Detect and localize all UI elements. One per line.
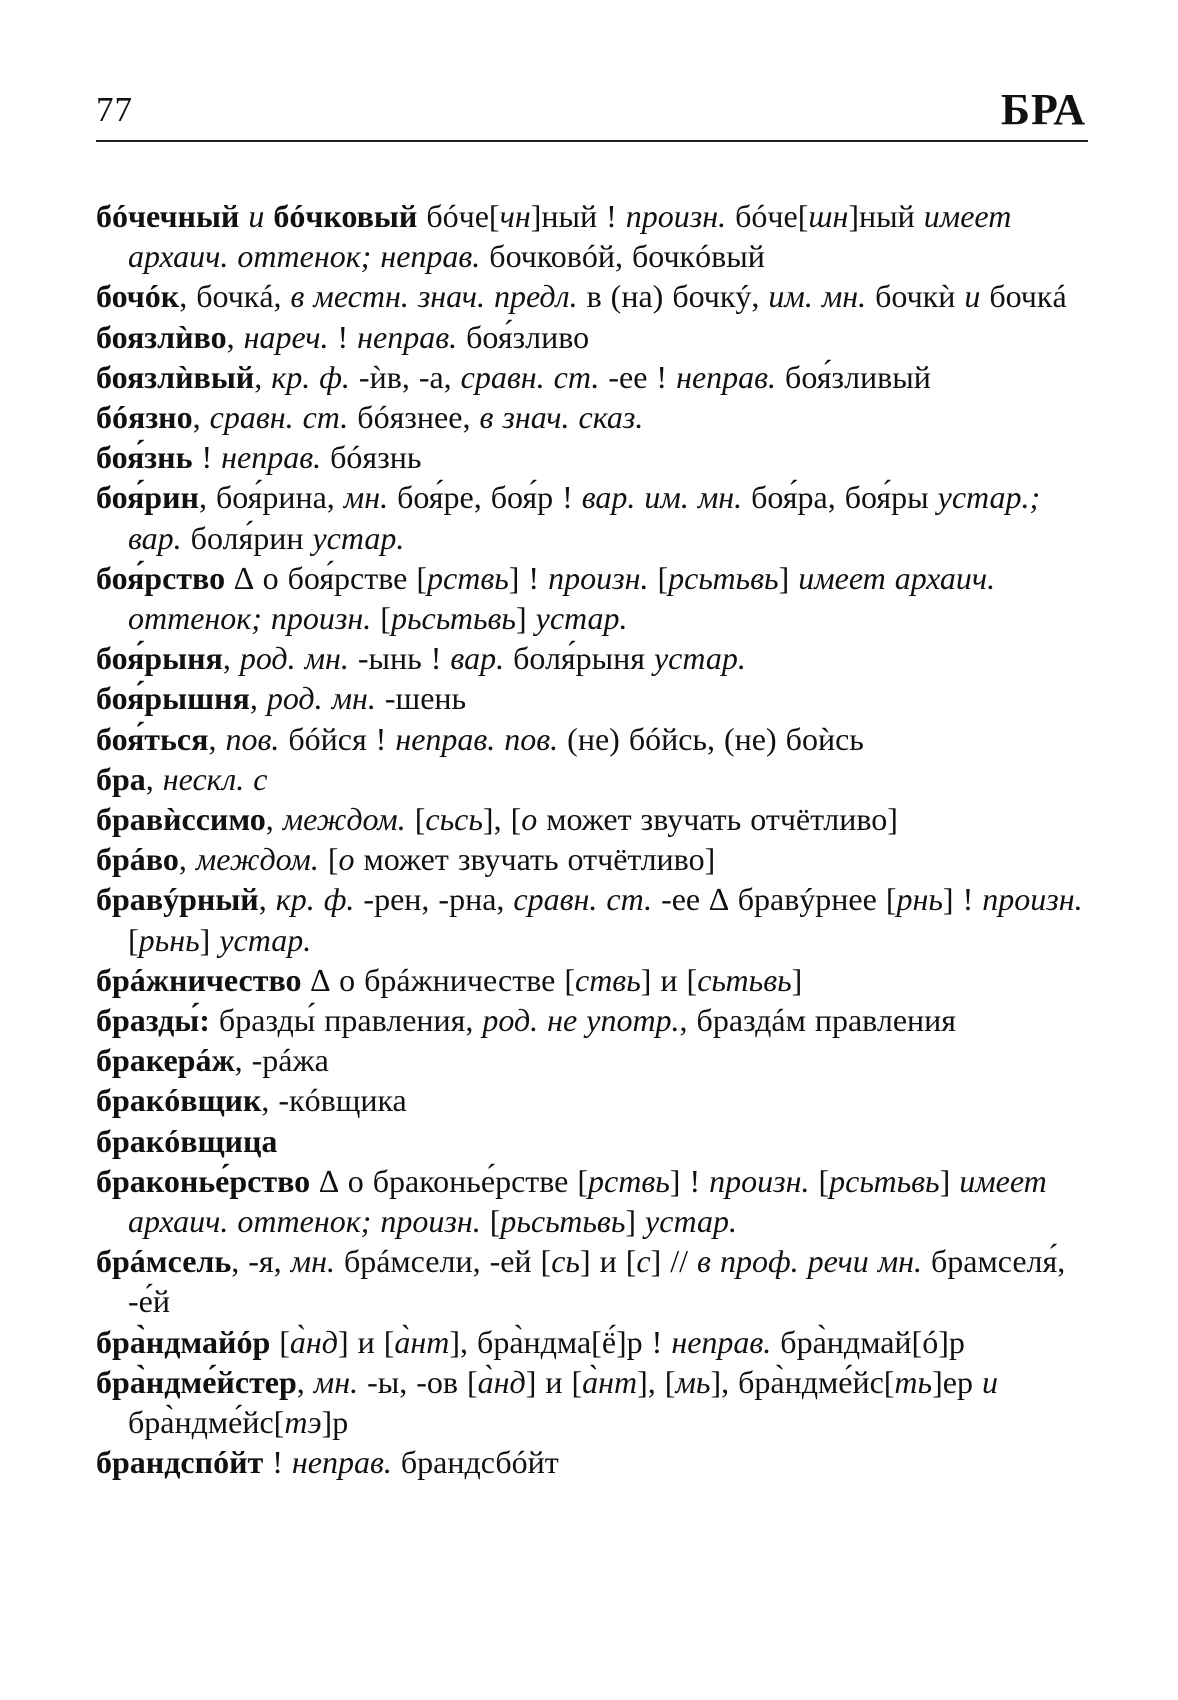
italic-label: неправ. bbox=[221, 439, 322, 476]
page-header bbox=[96, 84, 1086, 140]
entry-text: ∆ о боя́рстве [ bbox=[225, 559, 427, 596]
dictionary-entry bbox=[96, 1121, 1090, 1161]
dictionary-entry bbox=[96, 678, 1090, 718]
italic-label: устар. bbox=[312, 519, 405, 556]
italic-label: о bbox=[338, 841, 355, 878]
entry-text: боля́рин bbox=[181, 519, 313, 556]
entry-text: [ bbox=[128, 921, 139, 958]
entry-text: ]ер bbox=[932, 1363, 982, 1400]
entry-text: ], бра̀ндма[ё́]р ! bbox=[449, 1323, 672, 1360]
entry-text: боя́ра, боя́ры bbox=[742, 479, 938, 516]
entry-text: ] bbox=[778, 559, 799, 596]
entry-text: ∆ о браконье́рстве [ bbox=[310, 1162, 589, 1199]
entry-text: бóйся ! bbox=[279, 720, 396, 757]
entry-text: ]ный bbox=[848, 198, 924, 234]
italic-label: мн. bbox=[313, 1363, 359, 1400]
italic-label: неправ. пов. bbox=[395, 720, 559, 757]
italic-label: ть bbox=[894, 1363, 933, 1400]
italic-label: род. не употр. bbox=[482, 1002, 680, 1039]
italic-label: произн. bbox=[982, 881, 1083, 918]
entry-headword: бравѝссимо bbox=[96, 801, 266, 838]
entry-text: боя́зливо bbox=[457, 318, 590, 355]
entry-text: ]ный ! bbox=[530, 198, 626, 234]
italic-label: в местн. знач. предл. bbox=[290, 278, 578, 315]
italic-label: произн. bbox=[625, 198, 727, 234]
entry-headword: боязлѝво bbox=[96, 318, 227, 355]
entry-text: -рен, -рна, bbox=[354, 881, 514, 918]
entry-text: может звучать отчётливо] bbox=[537, 801, 898, 838]
dictionary-entry bbox=[96, 196, 1090, 276]
entry-text: бразды́ правления, bbox=[209, 1002, 483, 1039]
entry-text: ] ! bbox=[669, 1162, 710, 1199]
entry-text: ! bbox=[328, 318, 358, 355]
entry-text: бóче[ bbox=[726, 198, 809, 234]
italic-label: имеет архаич. оттенок; произн. bbox=[128, 1162, 1047, 1240]
italic-label: междом. bbox=[195, 841, 319, 878]
italic-label: мь bbox=[675, 1363, 711, 1400]
entry-headword: браконье́рство bbox=[96, 1162, 311, 1199]
entry-text bbox=[239, 198, 248, 234]
italic-label: и bbox=[964, 278, 981, 315]
entry-text: -ее ! bbox=[599, 358, 677, 395]
italic-label: рствь bbox=[427, 559, 509, 596]
italic-label: сравн. ст. bbox=[460, 358, 600, 395]
italic-label: им. мн. bbox=[768, 278, 867, 315]
dictionary-entry bbox=[96, 558, 1090, 638]
italic-label: нареч. bbox=[243, 318, 329, 355]
dictionary-entry bbox=[96, 1080, 1090, 1120]
entry-text: , боя́рина, bbox=[198, 479, 344, 516]
entry-text: -ѝв, -а, bbox=[349, 358, 461, 395]
entry-text: , браздáм правления bbox=[679, 1002, 956, 1039]
italic-label: рсьтьвь bbox=[668, 559, 779, 596]
italic-label: вар. им. мн. bbox=[581, 479, 743, 516]
entry-text: , -кóвщика bbox=[261, 1082, 407, 1119]
entry-text: (не) бóйсь, (не) боѝсь bbox=[558, 720, 864, 757]
italic-label: сравн. ст. bbox=[513, 881, 653, 918]
dictionary-entry bbox=[96, 1000, 1090, 1040]
entry-text: бочкѝ bbox=[866, 278, 965, 315]
entry-headword: боя́рышня bbox=[96, 680, 250, 717]
entry-text: может звучать отчётливо] bbox=[354, 841, 716, 878]
entry-headword: бра bbox=[96, 760, 146, 797]
italic-label: тэ bbox=[284, 1404, 322, 1441]
entry-text: бóязнь bbox=[321, 439, 422, 476]
entry-text: ] ! bbox=[942, 881, 983, 918]
dictionary-entry bbox=[96, 879, 1090, 959]
dictionary-entry bbox=[96, 1322, 1090, 1362]
dictionary-entry bbox=[96, 1362, 1090, 1442]
italic-label: и bbox=[981, 1363, 998, 1400]
entry-text: ] bbox=[199, 921, 220, 958]
entry-text: , bbox=[296, 1363, 314, 1400]
entry-text: , bbox=[222, 640, 240, 677]
italic-label: неправ. bbox=[676, 358, 777, 395]
italic-label: междом. bbox=[282, 801, 406, 838]
entry-text: ]р bbox=[321, 1404, 349, 1441]
entry-text: ] // bbox=[650, 1243, 698, 1280]
entry-headword: боя́ться bbox=[96, 720, 209, 757]
italic-label: произн. bbox=[709, 1162, 810, 1199]
entry-text: ∆ о брáжничестве [ bbox=[301, 961, 575, 998]
entry-text: [ bbox=[371, 600, 391, 637]
italic-label: сравн. ст. bbox=[209, 399, 349, 436]
entry-text: боля́рыня bbox=[504, 640, 654, 677]
dictionary-entry bbox=[96, 357, 1090, 397]
entry-text: бóязнее, bbox=[348, 399, 480, 436]
entry-text: ] bbox=[515, 600, 536, 637]
dictionary-entry bbox=[96, 276, 1090, 316]
entry-headword: бракóвщик bbox=[96, 1082, 262, 1119]
entry-text: -ее ∆ бравýрнее [ bbox=[652, 881, 897, 918]
entry-text: боя́зливый bbox=[776, 358, 931, 395]
entry-text: , бочкá, bbox=[179, 278, 291, 315]
entry-text: ], [ bbox=[482, 801, 522, 838]
entry-text: , bbox=[178, 841, 196, 878]
entry-text: бóче[ bbox=[417, 198, 500, 234]
italic-label: и bbox=[248, 198, 265, 234]
entry-text: [ bbox=[648, 559, 669, 596]
entry-text: , bbox=[249, 680, 267, 717]
entry-headword: брáжничество bbox=[96, 961, 302, 998]
entry-text: [ bbox=[270, 1323, 290, 1360]
entry-text: , -рáжа bbox=[234, 1042, 329, 1079]
italic-label: о bbox=[521, 801, 538, 838]
italic-label: неправ. bbox=[671, 1323, 772, 1360]
entry-headword: бóязно bbox=[96, 399, 193, 436]
italic-label: пов. bbox=[225, 720, 280, 757]
italic-label: сь bbox=[551, 1243, 580, 1280]
entry-text bbox=[264, 198, 273, 234]
italic-label: устар.; вар. bbox=[128, 479, 1041, 556]
entry-text: , bbox=[254, 358, 272, 395]
italic-label: ствь bbox=[574, 961, 641, 998]
italic-label: чн bbox=[499, 198, 531, 234]
italic-label: сьтьвь bbox=[697, 961, 792, 998]
entry-headword: боя́рство bbox=[96, 559, 226, 596]
dictionary-entry bbox=[96, 477, 1090, 557]
entry-headword: бракóвщица bbox=[96, 1122, 278, 1159]
entry-text: -ынь ! bbox=[348, 640, 451, 677]
entry-headword: боя́рыня bbox=[96, 640, 223, 677]
entry-text: -шень bbox=[375, 680, 467, 717]
italic-label: шн bbox=[808, 198, 849, 234]
italic-label: сьсь bbox=[425, 801, 483, 838]
dictionary-entry bbox=[96, 437, 1090, 477]
dictionary-entry bbox=[96, 317, 1090, 357]
dictionary-entry bbox=[96, 397, 1090, 437]
entry-text: ] bbox=[939, 1162, 960, 1199]
dictionary-entry bbox=[96, 1241, 1090, 1321]
entry-text: , -я, bbox=[231, 1243, 291, 1280]
entry-headword: боя́рин bbox=[96, 479, 199, 516]
entry-text: ! bbox=[192, 439, 222, 476]
entry-headword: бра̀ндме́йстер bbox=[96, 1363, 297, 1400]
italic-label: в проф. речи мн. bbox=[697, 1243, 922, 1280]
dictionary-entry bbox=[96, 759, 1090, 799]
entry-text: в (на) бочкý, bbox=[577, 278, 769, 315]
entry-text: [ bbox=[318, 841, 339, 878]
dictionary-entry bbox=[96, 719, 1090, 759]
italic-label: рьсьтьвь bbox=[390, 600, 516, 637]
italic-label: нескл. с bbox=[162, 760, 268, 797]
entry-text: ! bbox=[263, 1444, 292, 1481]
dictionary-entry bbox=[96, 1161, 1090, 1241]
italic-label: мн. bbox=[290, 1243, 335, 1280]
italic-label: имеет архаич. оттенок; неправ. bbox=[128, 198, 1012, 275]
entry-text: ], бра̀ндме́йс[ bbox=[710, 1363, 895, 1400]
entry-text: ] и [ bbox=[525, 1363, 583, 1400]
italic-label: рсьтьвь bbox=[829, 1162, 940, 1199]
italic-label: кр. ф. bbox=[271, 358, 350, 395]
italic-label: род. мн. bbox=[239, 640, 349, 677]
entry-headword: бра̀ндмайóр bbox=[96, 1323, 271, 1360]
dictionary-entry bbox=[96, 638, 1090, 678]
entry-text: бра̀ндме́йс[ bbox=[128, 1404, 285, 1441]
entry-headword: брáво bbox=[96, 841, 179, 878]
italic-label: а̀нд bbox=[477, 1363, 526, 1400]
entry-text: ] bbox=[625, 1203, 646, 1240]
italic-label: вар. bbox=[450, 640, 505, 677]
italic-label: рствь bbox=[588, 1162, 670, 1199]
entry-text: ] и [ bbox=[579, 1243, 637, 1280]
entry-text: , bbox=[208, 720, 226, 757]
italic-label: род. мн. bbox=[266, 680, 376, 717]
running-head: БРА bbox=[1000, 85, 1086, 134]
entry-text: , bbox=[258, 881, 276, 918]
headword: бóчковый bbox=[273, 198, 418, 234]
entry-text: ] bbox=[791, 961, 803, 998]
page-number: 77 bbox=[96, 90, 133, 129]
entry-headword: бóчечный bbox=[96, 198, 240, 234]
entry-text: брандсбóйт bbox=[391, 1444, 559, 1481]
entry-headword: бракерáж bbox=[96, 1042, 235, 1079]
italic-label: устар. bbox=[535, 600, 628, 637]
entry-text: бра̀ндмай[ó]р bbox=[771, 1323, 965, 1360]
dictionary-entry bbox=[96, 1040, 1090, 1080]
italic-label: рнь bbox=[896, 881, 943, 918]
entry-headword: боя́знь bbox=[96, 439, 193, 476]
italic-label: произн. bbox=[548, 559, 649, 596]
entry-text: брамселя́, -е́й bbox=[128, 1243, 1066, 1320]
italic-label: устар. bbox=[645, 1203, 737, 1240]
italic-label: с bbox=[636, 1243, 651, 1280]
entry-headword: боязлѝвый bbox=[96, 358, 255, 395]
entry-list bbox=[96, 196, 1090, 1483]
entry-headword: брандспóйт bbox=[96, 1444, 264, 1481]
header-rule bbox=[96, 140, 1088, 142]
entry-text: брáмсели, -ей [ bbox=[334, 1243, 552, 1280]
italic-label: а̀нт bbox=[582, 1363, 638, 1400]
italic-label: а̀нд bbox=[289, 1323, 338, 1360]
italic-label: устар. bbox=[653, 640, 746, 677]
italic-label: в знач. сказ. bbox=[479, 399, 644, 436]
entry-text: , bbox=[192, 399, 210, 436]
dictionary-entry bbox=[96, 960, 1090, 1000]
entry-text: бочкá bbox=[980, 278, 1067, 315]
entry-text: боя́ре, боя́р ! bbox=[388, 479, 582, 516]
entry-headword: бравýрный bbox=[96, 881, 259, 918]
italic-label: неправ. bbox=[291, 1444, 392, 1481]
italic-label: мн. bbox=[343, 479, 389, 516]
italic-label: а̀нт bbox=[394, 1323, 450, 1360]
entry-headword: брáмсель bbox=[96, 1243, 232, 1280]
entry-text: ], [ bbox=[637, 1363, 676, 1400]
entry-text: ] ! bbox=[508, 559, 549, 596]
entry-text: бочковóй, бочкóвый bbox=[480, 238, 765, 275]
entry-text: ] и [ bbox=[640, 961, 698, 998]
entry-text: , bbox=[226, 318, 244, 355]
entry-text: [ bbox=[480, 1203, 501, 1240]
italic-label: устар. bbox=[219, 921, 312, 958]
italic-label: неправ. bbox=[357, 318, 458, 355]
italic-label: имеет архаич. оттенок; произн. bbox=[128, 559, 996, 637]
italic-label: рьнь bbox=[138, 921, 200, 958]
entry-text: [ bbox=[405, 801, 426, 838]
entry-text: ] и [ bbox=[337, 1323, 395, 1360]
entry-headword: бразды́: bbox=[96, 1002, 210, 1039]
entry-text: , bbox=[145, 760, 163, 797]
entry-headword: бочóк bbox=[96, 278, 180, 315]
dictionary-entry bbox=[96, 839, 1090, 879]
dictionary-entry bbox=[96, 1442, 1090, 1482]
entry-text: -ы, -ов [ bbox=[358, 1363, 478, 1400]
entry-text: [ bbox=[809, 1162, 830, 1199]
italic-label: рьсьтьвь bbox=[500, 1203, 626, 1240]
entry-text: , bbox=[265, 801, 283, 838]
italic-label: кр. ф. bbox=[275, 881, 355, 918]
dictionary-entry bbox=[96, 799, 1090, 839]
